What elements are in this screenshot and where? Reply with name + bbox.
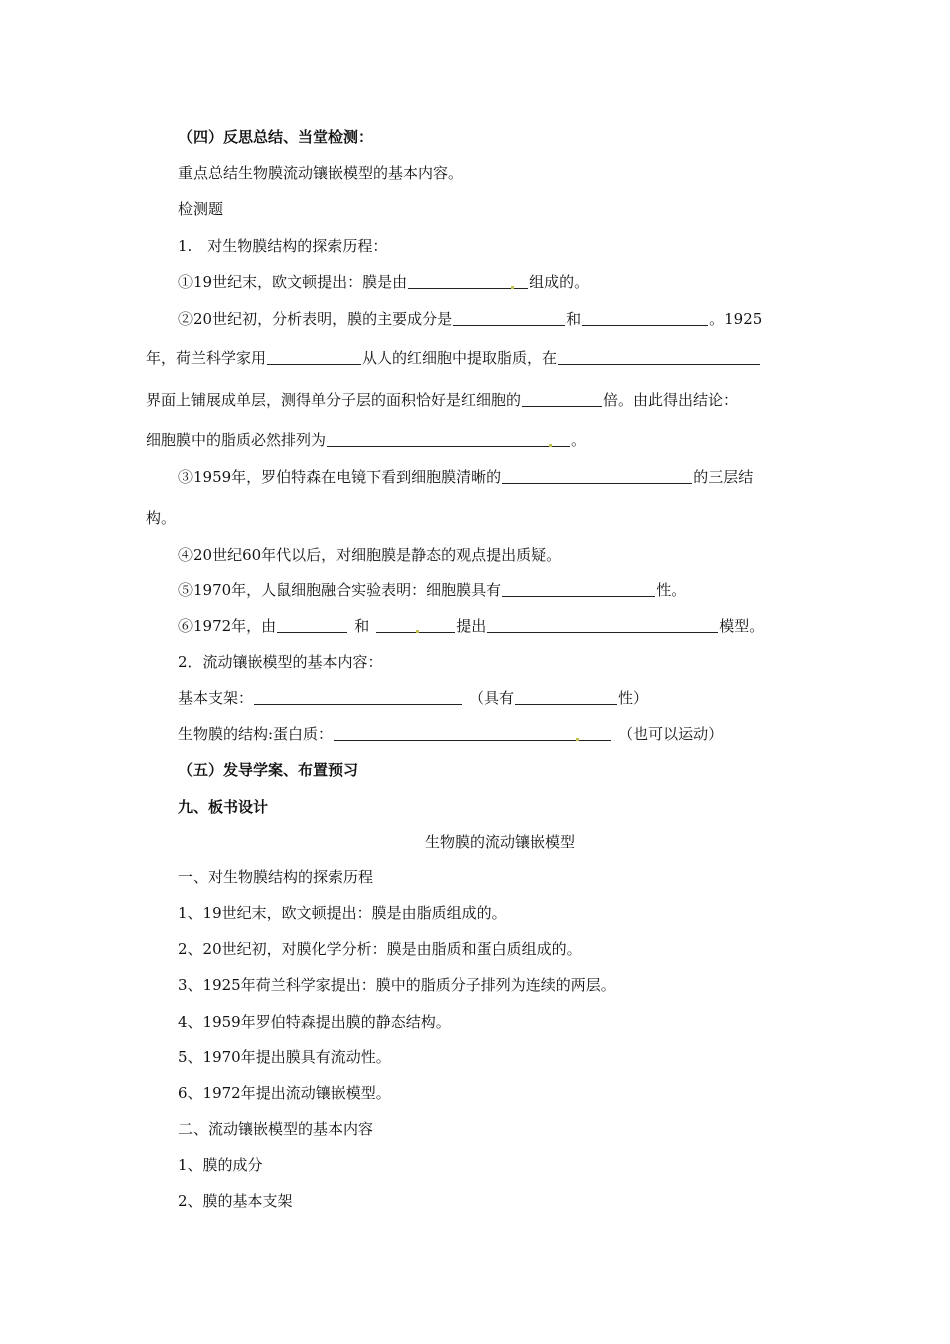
blank[interactable]: [419, 618, 455, 633]
board-item: 4、1959年罗伯特森提出膜的静态结构。: [178, 1013, 451, 1031]
summary-text: 重点总结生物膜流动镶嵌模型的基本内容。: [178, 164, 464, 182]
question-2: 2．流动镶嵌模型的基本内容：: [178, 653, 383, 671]
item-6: ⑥1972年，由 和 提出 模型。: [178, 617, 765, 635]
board-item: 2、20世纪初，对膜化学分析：膜是由脂质和蛋白质组成的。: [178, 940, 582, 958]
item-4: ④20世纪60年代以后，对细胞膜是静态的观点提出质疑。: [178, 546, 562, 564]
blank[interactable]: [376, 618, 416, 633]
blank[interactable]: [582, 311, 708, 326]
blank[interactable]: [334, 726, 576, 741]
item-1: ①19世纪末，欧文顿提出：膜是由 组成的。: [178, 273, 590, 291]
item-2-line-1: ②20世纪初，分析表明，膜的主要成分是 和 。1925: [178, 310, 763, 328]
blank[interactable]: [277, 618, 347, 633]
board-item: 3、1925年荷兰科学家提出：膜中的脂质分子排列为连续的两层。: [178, 976, 616, 994]
blank[interactable]: [254, 690, 462, 705]
board-heading-1: 一、对生物膜结构的探索历程: [178, 868, 374, 886]
section-5-title: （五）发导学案、布置预习: [178, 761, 359, 779]
item-2-line-4: 细胞膜中的脂质必然排列为 。: [146, 431, 587, 449]
blank[interactable]: [522, 392, 602, 407]
blank[interactable]: [558, 350, 760, 365]
blank[interactable]: [327, 432, 549, 447]
board-title: 生物膜的流动镶嵌模型: [424, 833, 575, 851]
blank[interactable]: [408, 274, 511, 289]
blank[interactable]: [267, 350, 361, 365]
board-item: 6、1972年提出流动镶嵌模型。: [178, 1084, 391, 1102]
blank[interactable]: [515, 690, 617, 705]
section-4-title: （四）反思总结、当堂检测：: [178, 128, 374, 146]
item-3-line-2: 构。: [146, 509, 177, 527]
fill-2: 生物膜的结构:蛋白质： （也可以运动）: [178, 725, 724, 743]
question-1: 1. 对生物膜结构的探索历程：: [178, 237, 388, 255]
blank[interactable]: [502, 469, 692, 484]
blank[interactable]: [514, 274, 528, 289]
item-1-text: ①19世纪末，欧文顿提出：膜是由: [178, 273, 408, 291]
section-9-title: 九、板书设计: [178, 798, 269, 816]
blank[interactable]: [487, 618, 718, 633]
board-item: 1、19世纪末，欧文顿提出：膜是由脂质组成的。: [178, 904, 507, 922]
item-5: ⑤1970年，人鼠细胞融合实验表明：细胞膜具有 性。: [178, 581, 687, 599]
item-2-line-3: 界面上铺展成单层，测得单分子层的面积恰好是红细胞的 倍。由此得出结论：: [146, 391, 739, 409]
item-2-line-2: 年，荷兰科学家用 从人的红细胞中提取脂质，在: [146, 348, 761, 368]
board-item: 1、膜的成分: [178, 1156, 263, 1174]
board-item: 5、1970年提出膜具有流动性。: [178, 1048, 391, 1066]
item-3-line-1: ③1959年，罗伯特森在电镜下看到细胞膜清晰的 的三层结: [178, 468, 754, 486]
fill-1: 基本支架： （具有 性）: [178, 689, 649, 707]
board-heading-2: 二、流动镶嵌模型的基本内容: [178, 1120, 374, 1138]
board-item: 2、膜的基本支架: [178, 1192, 293, 1210]
test-label: 检测题: [178, 200, 224, 218]
blank[interactable]: [453, 311, 565, 326]
blank[interactable]: [579, 726, 611, 741]
blank[interactable]: [552, 432, 570, 447]
blank[interactable]: [502, 582, 655, 597]
